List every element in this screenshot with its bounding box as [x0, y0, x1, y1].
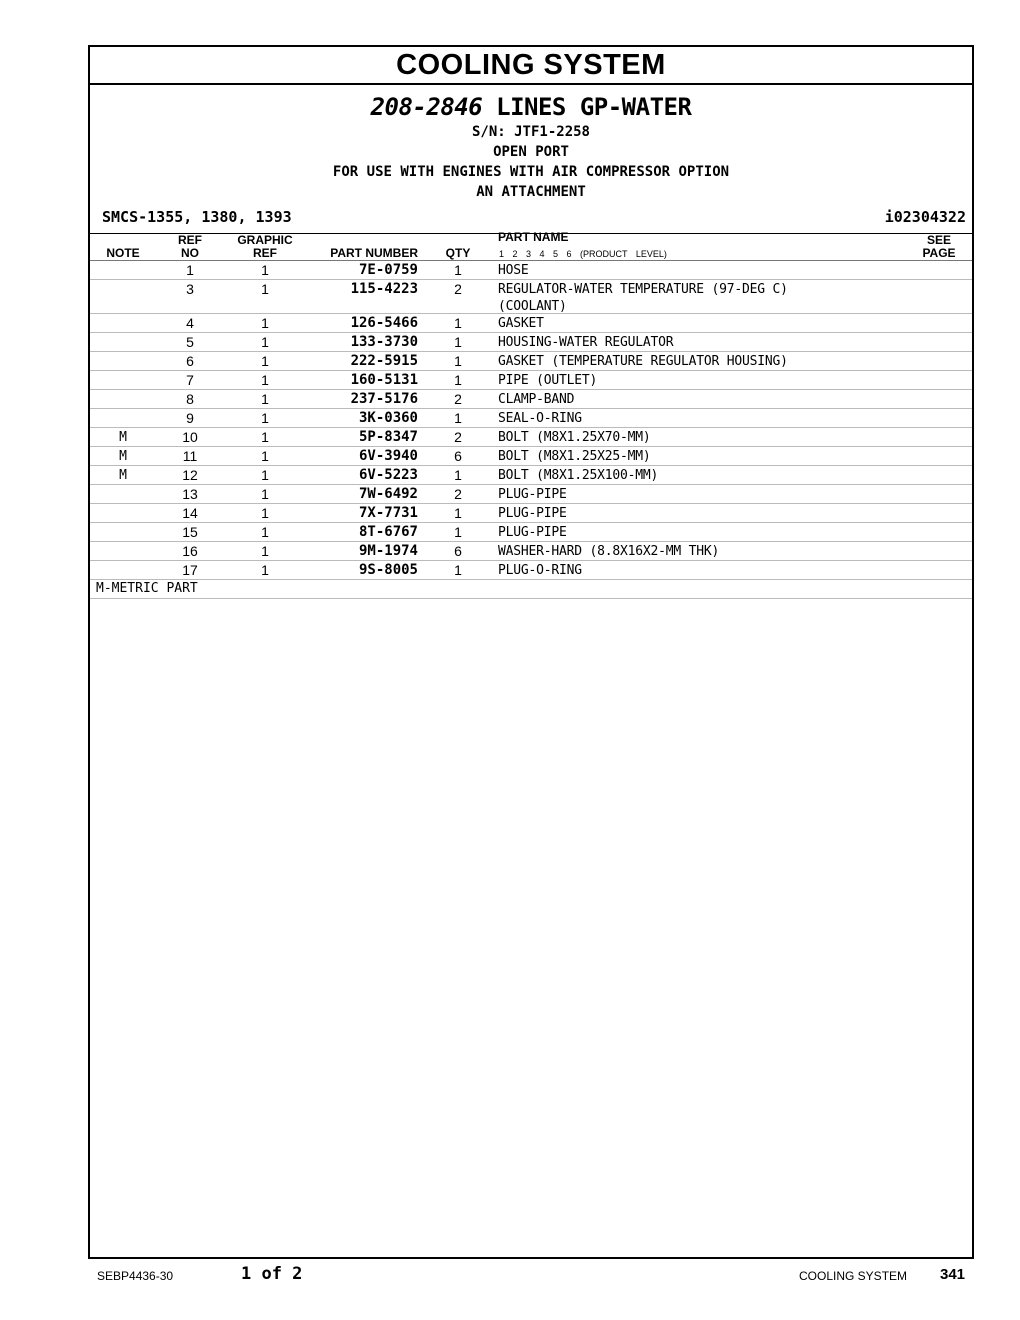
cell-part-name: SEAL-O-RING	[498, 411, 582, 426]
group-header	[90, 92, 972, 202]
cell-graphic-ref: 1	[261, 334, 269, 350]
cell-qty: 1	[454, 315, 462, 331]
cell-part-name: PLUG-PIPE	[498, 487, 567, 502]
cell-part-number: 160-5131	[350, 372, 418, 388]
cell-ref-no: 3	[186, 281, 194, 297]
group-name: LINES GP-WATER	[496, 93, 692, 121]
cell-part-number: 7E-0759	[358, 262, 418, 278]
header-graphic-bottom: REF	[253, 246, 277, 260]
parts-page-frame	[88, 45, 974, 1259]
cell-note: M	[119, 468, 127, 483]
table-row	[90, 466, 972, 485]
group-note-2: FOR USE WITH ENGINES WITH AIR COMPRESSOR OPTION	[332, 164, 730, 180]
table-row	[90, 428, 972, 447]
cell-part-name: PLUG-PIPE	[498, 525, 567, 540]
group-title	[90, 92, 972, 122]
cell-part-name: BOLT (M8X1.25X25-MM)	[498, 449, 651, 464]
cell-part-name: PLUG-PIPE	[498, 506, 567, 521]
cell-graphic-ref: 1	[261, 448, 269, 464]
cell-qty: 6	[454, 448, 462, 464]
cell-qty: 2	[454, 391, 462, 407]
cell-part-number: 6V-3940	[358, 448, 418, 464]
cell-qty: 1	[454, 562, 462, 578]
cell-graphic-ref: 1	[261, 281, 269, 297]
cell-part-name: CLAMP-BAND	[498, 392, 575, 407]
footer-section: COOLING SYSTEM	[799, 1269, 908, 1283]
header-part-number: PART NUMBER	[330, 246, 418, 260]
cell-part-name: HOSE	[498, 263, 529, 278]
cell-part-name: BOLT (M8X1.25X100-MM)	[498, 468, 659, 483]
cell-ref-no: 4	[186, 315, 194, 331]
table-row	[90, 314, 972, 333]
header-ref-bottom: NO	[181, 246, 199, 260]
table-row	[90, 409, 972, 428]
cell-part-number: 133-3730	[350, 334, 418, 350]
table-row	[90, 261, 972, 280]
cell-part-name: BOLT (M8X1.25X70-MM)	[498, 430, 651, 445]
header-graphic-top: GRAPHIC	[237, 233, 293, 247]
cell-qty: 6	[454, 543, 462, 559]
parts-table	[90, 261, 972, 580]
cell-ref-no: 14	[182, 505, 198, 521]
table-row	[90, 390, 972, 409]
cell-graphic-ref: 1	[261, 262, 269, 278]
cell-part-name: PIPE (OUTLET)	[498, 373, 598, 388]
table-row	[90, 333, 972, 352]
table-row	[90, 504, 972, 523]
cell-qty: 1	[454, 372, 462, 388]
header-part-name: PART NAME	[498, 230, 569, 244]
cell-graphic-ref: 1	[261, 429, 269, 445]
cell-part-number: 9M-1974	[358, 543, 418, 559]
cell-note: M	[119, 449, 127, 464]
cell-qty: 1	[454, 334, 462, 350]
cell-qty: 1	[454, 505, 462, 521]
header-note: NOTE	[106, 246, 140, 260]
cell-part-name: GASKET	[498, 316, 544, 331]
cell-ref-no: 17	[182, 562, 198, 578]
cell-part-name: WASHER-HARD (8.8X16X2-MM THK)	[498, 544, 720, 559]
cell-graphic-ref: 1	[261, 391, 269, 407]
cell-part-number: 222-5915	[350, 353, 418, 369]
cell-part-number: 7X-7731	[358, 505, 418, 521]
cell-ref-no: 10	[182, 429, 198, 445]
table-row	[90, 561, 972, 580]
cell-ref-no: 12	[182, 467, 198, 483]
cell-ref-no: 1	[186, 262, 194, 278]
illustration-id: i02304322	[884, 208, 966, 226]
cell-graphic-ref: 1	[261, 315, 269, 331]
cell-part-name: PLUG-O-RING	[498, 563, 582, 578]
page-of: 1 of 2	[241, 1264, 303, 1284]
cell-ref-no: 6	[186, 353, 194, 369]
cell-part-number: 8T-6767	[358, 524, 418, 540]
header-ref-top: REF	[178, 233, 202, 247]
cell-qty: 2	[454, 429, 462, 445]
table-row	[90, 523, 972, 542]
cell-part-number: 3K-0360	[358, 410, 418, 426]
cell-graphic-ref: 1	[261, 562, 269, 578]
cell-qty: 2	[454, 281, 462, 297]
cell-ref-no: 7	[186, 372, 194, 388]
document-id: SEBP4436-30	[97, 1269, 174, 1283]
table-row	[90, 371, 972, 390]
cell-qty: 1	[454, 467, 462, 483]
cell-part-name: REGULATOR-WATER TEMPERATURE (97-DEG C) (COOLANT)	[498, 282, 788, 314]
table-row	[90, 485, 972, 504]
page-footer	[0, 1262, 1020, 1288]
cell-part-number: 115-4223	[350, 281, 418, 297]
cell-part-number: 6V-5223	[358, 467, 418, 483]
smcs-row	[90, 205, 972, 229]
cell-part-number: 9S-8005	[358, 562, 418, 578]
table-row	[90, 280, 972, 314]
cell-graphic-ref: 1	[261, 543, 269, 559]
cell-graphic-ref: 1	[261, 372, 269, 388]
smcs-codes: SMCS-1355, 1380, 1393	[102, 208, 292, 226]
cell-qty: 1	[454, 353, 462, 369]
cell-ref-no: 16	[182, 543, 198, 559]
cell-ref-no: 11	[182, 448, 198, 464]
cell-part-name: HOUSING-WATER REGULATOR	[498, 335, 674, 350]
cell-part-number: 7W-6492	[358, 486, 418, 502]
serial-number: S/N: JTF1-2258	[471, 124, 590, 140]
header-see-bottom: PAGE	[922, 246, 956, 260]
note-legend: M-METRIC PART	[90, 580, 972, 599]
cell-part-number: 5P-8347	[358, 429, 418, 445]
cell-part-number: 126-5466	[350, 315, 418, 331]
section-title: COOLING SYSTEM	[90, 47, 972, 85]
cell-graphic-ref: 1	[261, 486, 269, 502]
cell-part-number: 237-5176	[350, 391, 418, 407]
cell-ref-no: 5	[186, 334, 194, 350]
page-number: 341	[940, 1266, 966, 1283]
cell-graphic-ref: 1	[261, 410, 269, 426]
cell-ref-no: 8	[186, 391, 194, 407]
cell-note: M	[119, 430, 127, 445]
cell-ref-no: 15	[182, 524, 198, 540]
cell-part-name: GASKET (TEMPERATURE REGULATOR HOUSING)	[498, 354, 788, 369]
cell-ref-no: 9	[186, 410, 194, 426]
cell-ref-no: 13	[182, 486, 198, 502]
header-product-levels: 1 2 3 4 5 6 (PRODUCT LEVEL)	[499, 249, 667, 259]
table-row	[90, 542, 972, 561]
cell-graphic-ref: 1	[261, 467, 269, 483]
group-number: 208-2846	[370, 93, 483, 121]
group-note-3: AN ATTACHMENT	[476, 184, 586, 200]
cell-graphic-ref: 1	[261, 524, 269, 540]
table-row	[90, 352, 972, 371]
cell-qty: 1	[454, 262, 462, 278]
group-note-1: OPEN PORT	[493, 144, 569, 160]
header-qty: QTY	[445, 246, 471, 260]
cell-graphic-ref: 1	[261, 505, 269, 521]
cell-graphic-ref: 1	[261, 353, 269, 369]
cell-qty: 2	[454, 486, 462, 502]
cell-qty: 1	[454, 410, 462, 426]
column-headers	[90, 230, 972, 261]
cell-qty: 1	[454, 524, 462, 540]
table-row	[90, 447, 972, 466]
header-see-top: SEE	[926, 233, 951, 247]
